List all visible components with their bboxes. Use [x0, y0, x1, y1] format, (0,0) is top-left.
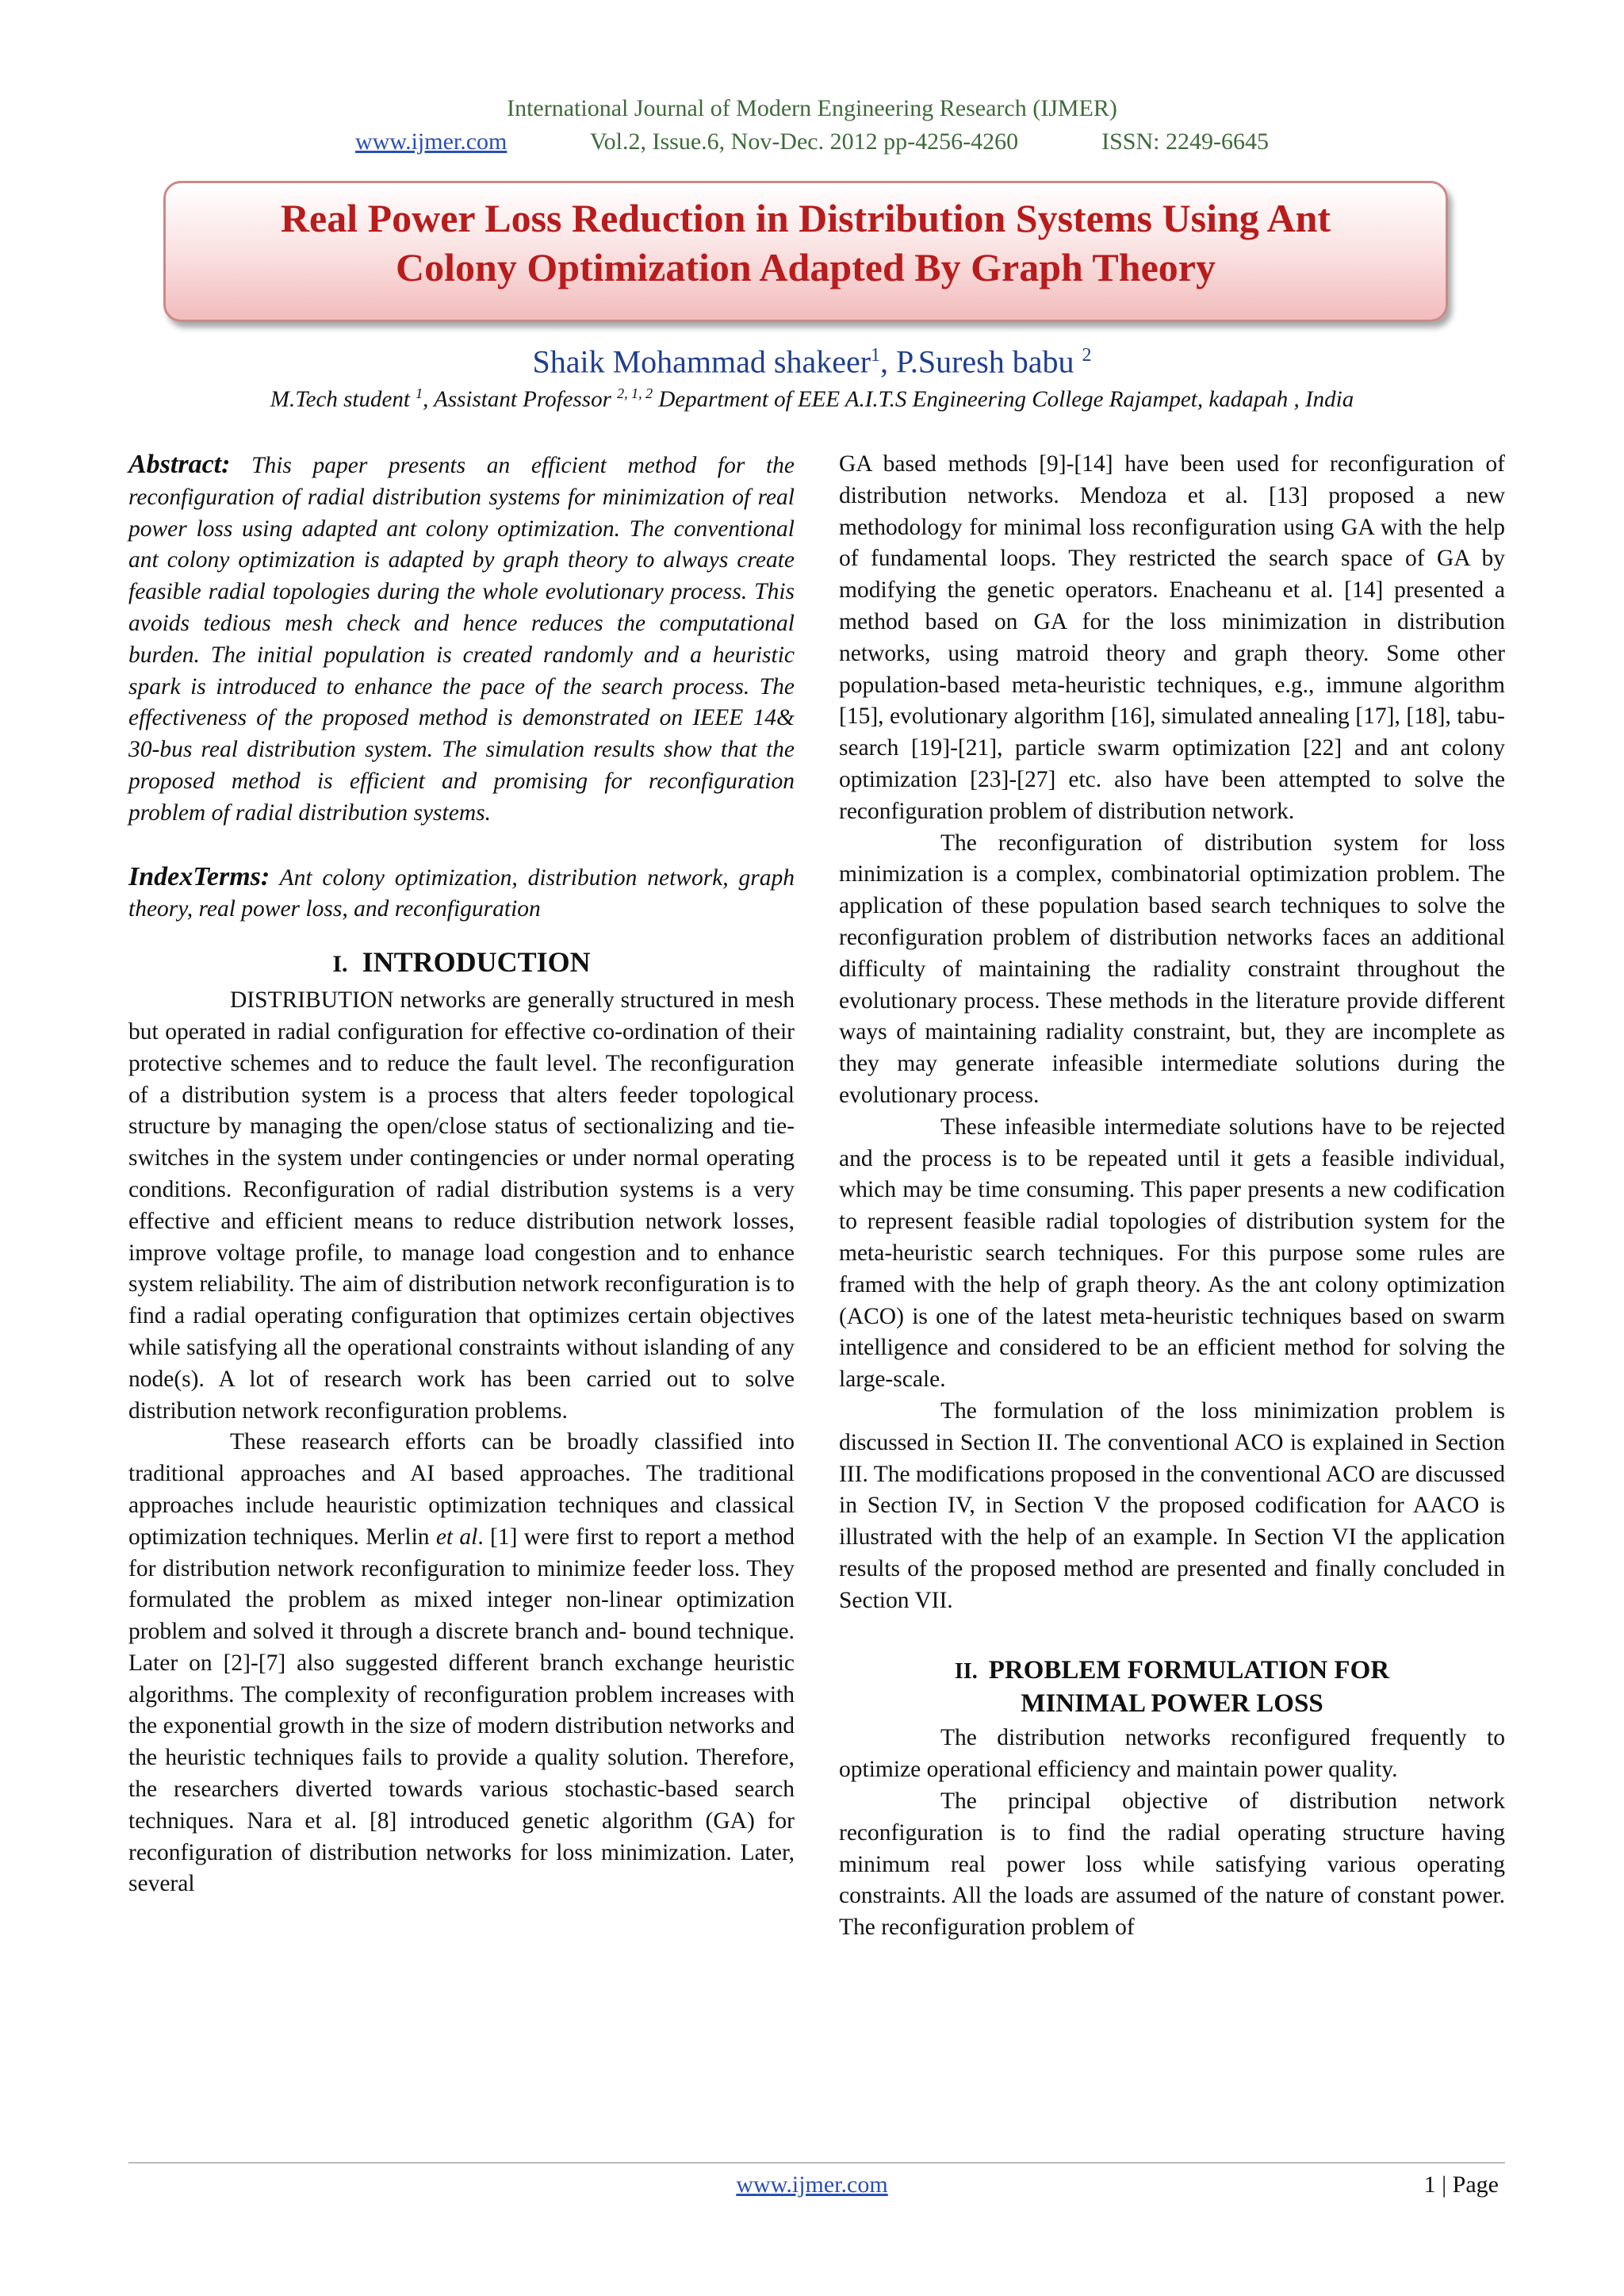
author-separator: ,	[880, 343, 897, 380]
intro-paragraph-3: The reconfiguration of distribution system for loss minimization is a complex, combinatorial optimization problem. The application of these population based search techniques to solve the reconfiguration problem of distribution networks faces an additional difficulty of maintaining the radiality constraint throughout the evolutionary process. These methods in the literature provide different ways of maintaining radiality constraint, but, they are incomplete as they may generate infeasible intermediate solutions during the evolutionary process.	[839, 830, 1505, 1108]
intro-paragraph-2	[128, 1427, 795, 1900]
intro-paragraph-4: These infeasible intermediate solutions have to be rejected and the process is to be repeated until it gets a feasible individual, which may be time consuming. This paper presents a new codification to represent feasible radial topologies of distribution system for the meta-heuristic search techniques. For this purpose some rules are framed with the help of graph theory. As the ant colony optimization (ACO) is one of the latest meta-heuristic techniques based on swarm intelligence and considered to be an efficient method for solving the large-scale.	[839, 1114, 1505, 1393]
author-1-mark: 1	[871, 345, 881, 366]
paper-title-line1: Real Power Loss Reduction in Distribution Systems Using Ant	[280, 196, 1331, 240]
section-1-heading	[128, 945, 795, 982]
page-number: 1 | Page	[1423, 2171, 1499, 2198]
section-2-number: II.	[954, 1659, 978, 1685]
section-2-title-line2: MINIMAL POWER LOSS	[1021, 1689, 1323, 1719]
journal-issn: ISSN: 2249-6645	[1101, 128, 1269, 155]
footer-rule	[128, 2162, 1505, 2164]
intro-paragraph-2-rest: . [1] were first to report a method for distribution network reconfiguration to minimize feeder loss. They formulated the problem as mixed integer non-linear optimization problem and solved it through a discrete branch and- bound technique. Later on [2]-[7] also suggested different branch exchange heuristic algorithms. The complexity of reconfiguration problem increases with the exponential growth in the size of modern distribution networks and the heuristic techniques fails to provide a quality solution. Therefore, the researchers diverted towards various stochastic-based search techniques. Nara et al. [8] introduced genetic algorithm (GA) for reconfiguration of distribution networks for loss minimization. Later, several	[128, 1524, 795, 1897]
affiliation-part3: Department of EEE A.I.T.S Engineering College Rajampet, kadapah , India	[653, 386, 1354, 412]
affiliation-mark2: 2, 1, 2	[617, 385, 653, 401]
author-1: Shaik Mohammad shakeer	[532, 343, 871, 380]
section-1-title: INTRODUCTION	[362, 946, 591, 979]
intro-paragraph-2-start: These reasearch efforts can be broadly classified into traditional approaches and AI based approaches. The traditional approaches include heauristic optimization techniques and classical optimization techniques. Merlin	[128, 1429, 795, 1550]
intro-paragraph-2-continued: GA based methods [9]-[14] have been used for reconfiguration of distribution networks. Mendoza et al. [13] proposed a new methodology for minimal loss reconfiguration using GA with the help of fundamental loops. They restricted the search space of GA by modifying the genetic operators. Enacheanu et al. [14] presented a method based on GA for the loss minimization in distribution networks, using matroid theory and graph theory. Some other population-based meta-heuristic techniques, e.g., immune algorithm [15], evolutionary algorithm [16], simulated annealing [17], [18], tabu-search [19]-[21], particle swarm optimization [22] and ant colony optimization [23]-[27] etc. also have been attempted to solve the reconfiguration problem of distribution network.	[839, 451, 1505, 824]
abstract	[128, 449, 795, 830]
section-1-number: I.	[332, 951, 348, 978]
journal-name: International Journal of Modern Engineering Research (IJMER)	[507, 95, 1117, 121]
left-column	[128, 449, 795, 1900]
abstract-label: Abstract:	[128, 450, 231, 479]
paper-title	[163, 194, 1448, 292]
section-2-paragraph-2: The principal objective of distribution network reconfiguration is to find the radial operating structure having minimum real power loss while satisfying various operating constraints. All the loads are assumed of the nature of constant power. The reconfiguration problem of	[839, 1788, 1505, 1941]
affiliation	[0, 379, 1624, 414]
intro-paragraph-5: The formulation of the loss minimization problem is discussed in Section II. The conventional ACO is explained in Section III. The modifications proposed in the conventional ACO are discussed in Section IV, in Section V the proposed codification for AACO is illustrated with the help of an example. In Section VI the application results of the proposed method are presented and finally concluded in Section VII.	[839, 1397, 1506, 1613]
section-2-paragraph-1: The distribution networks reconfigured frequently to optimize operational efficiency and maintain power quality.	[839, 1725, 1505, 1783]
footer-website-link[interactable]: www.ijmer.com	[736, 2171, 888, 2198]
index-terms	[128, 861, 795, 926]
right-column	[839, 449, 1505, 1944]
author-2-mark: 2	[1082, 345, 1092, 366]
affiliation-part1: M.Tech student	[270, 386, 416, 412]
intro-paragraph-1: DISTRIBUTION networks are generally structured in mesh but operated in radial configuration for effective co-ordination of their protective schemes and to reduce the fault level. The reconfiguration of a distribution system is a process that alters feeder topological structure by managing the open/close status of sectionalizing and tie-switches in the system under contingencies or under normal operating conditions. Reconfiguration of radial distribution systems is a very effective and efficient means to reduce distribution network losses, improve voltage profile, to manage load congestion and to enhance system reliability. The aim of distribution network reconfiguration is to find a radial operating configuration that optimizes certain objectives while satisfying all the operational constraints without islanding of any node(s). A lot of research work has been carried out to solve distribution network reconfiguration problems.	[128, 987, 795, 1424]
index-terms-text: Ant colony optimization, distribution network, graph theory, real power loss, and reconfiguration	[128, 864, 795, 922]
journal-volume: Vol.2, Issue.6, Nov-Dec. 2012 pp-4256-4260	[589, 128, 1019, 155]
affiliation-part2: , Assistant Professor	[423, 386, 618, 412]
section-2-heading-line1	[839, 1654, 1505, 1688]
abstract-text: This paper presents an efficient method for the reconfiguration of radial distribution systems for minimization of real power loss using adapted ant colony optimization. The conventional ant colony optimization is adapted by graph theory to always create feasible radial topologies during the whole evolutionary process. This avoids tedious mesh check and hence reduces the computational burden. The initial population is created randomly and a heuristic spark is introduced to enhance the pace of the search process. The effectiveness of the proposed method is demonstrated on IEEE 14& 30-bus real distribution system. The simulation results show that the proposed method is efficient and promising for reconfiguration problem of radial distribution systems.	[128, 453, 795, 826]
affiliation-mark1: 1	[416, 385, 423, 401]
journal-info-line	[0, 127, 1624, 157]
journal-website-link[interactable]: www.ijmer.com	[355, 128, 508, 155]
author-list	[0, 336, 1624, 381]
section-2-heading	[839, 1654, 1505, 1719]
author-2: P.Suresh babu	[896, 343, 1082, 380]
section-2-title-line1: PROBLEM FORMULATION FOR	[988, 1656, 1390, 1685]
intro-paragraph-2-italic: et al	[435, 1524, 478, 1550]
index-terms-label: IndexTerms:	[128, 861, 270, 891]
paper-title-line2: Colony Optimization Adapted By Graph Theory	[396, 245, 1216, 289]
